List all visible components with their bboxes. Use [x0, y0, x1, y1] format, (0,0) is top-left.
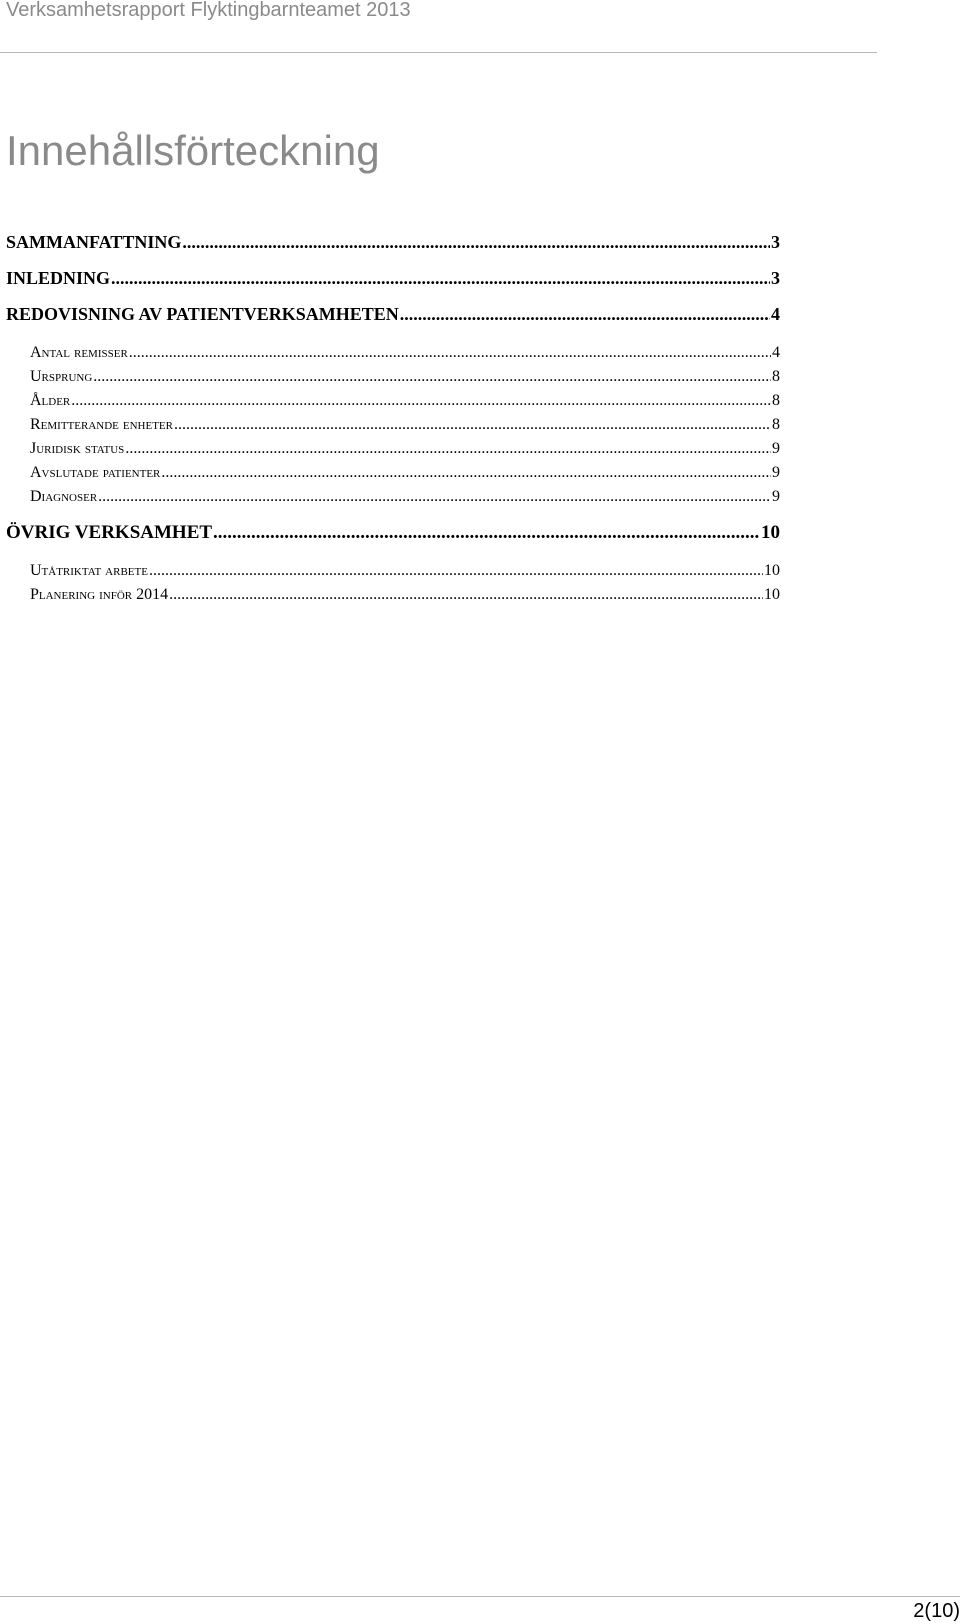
toc-leader-dots — [169, 586, 763, 604]
toc-entry-diagnoser[interactable] — [30, 488, 780, 506]
toc-leader-dots — [174, 416, 771, 434]
toc-leader-dots — [93, 368, 771, 386]
toc-entry-label: Utåtriktat arbete — [30, 562, 148, 579]
toc-leader-dots — [182, 232, 770, 253]
toc-entry-sammanfattning[interactable] — [6, 232, 780, 253]
toc-leader-dots — [161, 464, 771, 482]
running-header: Verksamhetsrapport Flyktingbarnteamet 2013 — [6, 0, 411, 21]
toc-entry-label: REDOVISNING AV PATIENTVERKSAMHETEN — [6, 304, 399, 324]
toc-entry-inledning[interactable] — [6, 268, 780, 289]
toc-leader-dots — [71, 392, 771, 410]
toc-leader-dots — [149, 562, 763, 580]
header-divider — [0, 52, 877, 53]
toc-entry-label: Diagnoser — [30, 488, 98, 505]
toc-entry-alder[interactable] — [30, 392, 780, 410]
toc-entry-avslutade-patienter[interactable] — [30, 464, 780, 482]
toc-entry-label: INLEDNING — [6, 268, 111, 288]
toc-entry-page: 10 — [761, 522, 780, 543]
toc-entry-planering-infor-2014[interactable] — [30, 586, 780, 604]
toc-leader-dots — [125, 440, 771, 458]
toc-entry-page: 8 — [772, 368, 780, 385]
toc-entry-page: 10 — [764, 562, 780, 579]
toc-entry-page: 8 — [772, 416, 780, 433]
toc-entry-label: Ursprung — [30, 368, 93, 385]
toc-entry-ursprung[interactable] — [30, 368, 780, 386]
toc-leader-dots — [111, 268, 770, 289]
toc-entry-page: 10 — [764, 586, 780, 603]
toc-leader-dots — [129, 344, 771, 362]
page-number: 2(10) — [913, 1600, 960, 1622]
toc-entry-page: 8 — [772, 392, 780, 409]
footer-divider — [0, 1596, 960, 1597]
toc-entry-label: Avslutade patienter — [30, 464, 161, 481]
toc-entry-page: 3 — [771, 232, 780, 252]
toc-entry-label: SAMMANFATTNING — [6, 232, 182, 252]
toc-entry-page: 9 — [772, 440, 780, 457]
toc-leader-dots — [400, 304, 770, 325]
toc-entry-utatriktat-arbete[interactable] — [30, 562, 780, 580]
toc-leader-dots — [213, 522, 760, 544]
toc-entry-label: Ålder — [30, 392, 71, 409]
toc-entry-label: ÖVRIG VERKSAMHET — [6, 522, 213, 543]
toc-entry-ovrig-verksamhet[interactable] — [6, 522, 780, 544]
toc-entry-label: Antal remisser — [30, 344, 128, 361]
toc-entry-page: 3 — [771, 268, 780, 288]
toc-leader-dots — [98, 488, 771, 506]
toc-entry-juridisk-status[interactable] — [30, 440, 780, 458]
toc-entry-label: Juridisk status — [30, 440, 125, 457]
toc-entry-page: 9 — [772, 464, 780, 481]
toc-entry-remitterande-enheter[interactable] — [30, 416, 780, 434]
toc-entry-page: 9 — [772, 488, 780, 505]
toc-entry-antal-remisser[interactable] — [30, 344, 780, 362]
toc-entry-label: Planering inför 2014 — [30, 586, 169, 603]
toc-entry-label: Remitterande enheter — [30, 416, 173, 433]
toc-entry-page: 4 — [772, 344, 780, 361]
toc-entry-page: 4 — [771, 304, 780, 324]
toc-heading: Innehållsförteckning — [6, 127, 380, 174]
toc-entry-redovisning[interactable] — [6, 304, 780, 325]
